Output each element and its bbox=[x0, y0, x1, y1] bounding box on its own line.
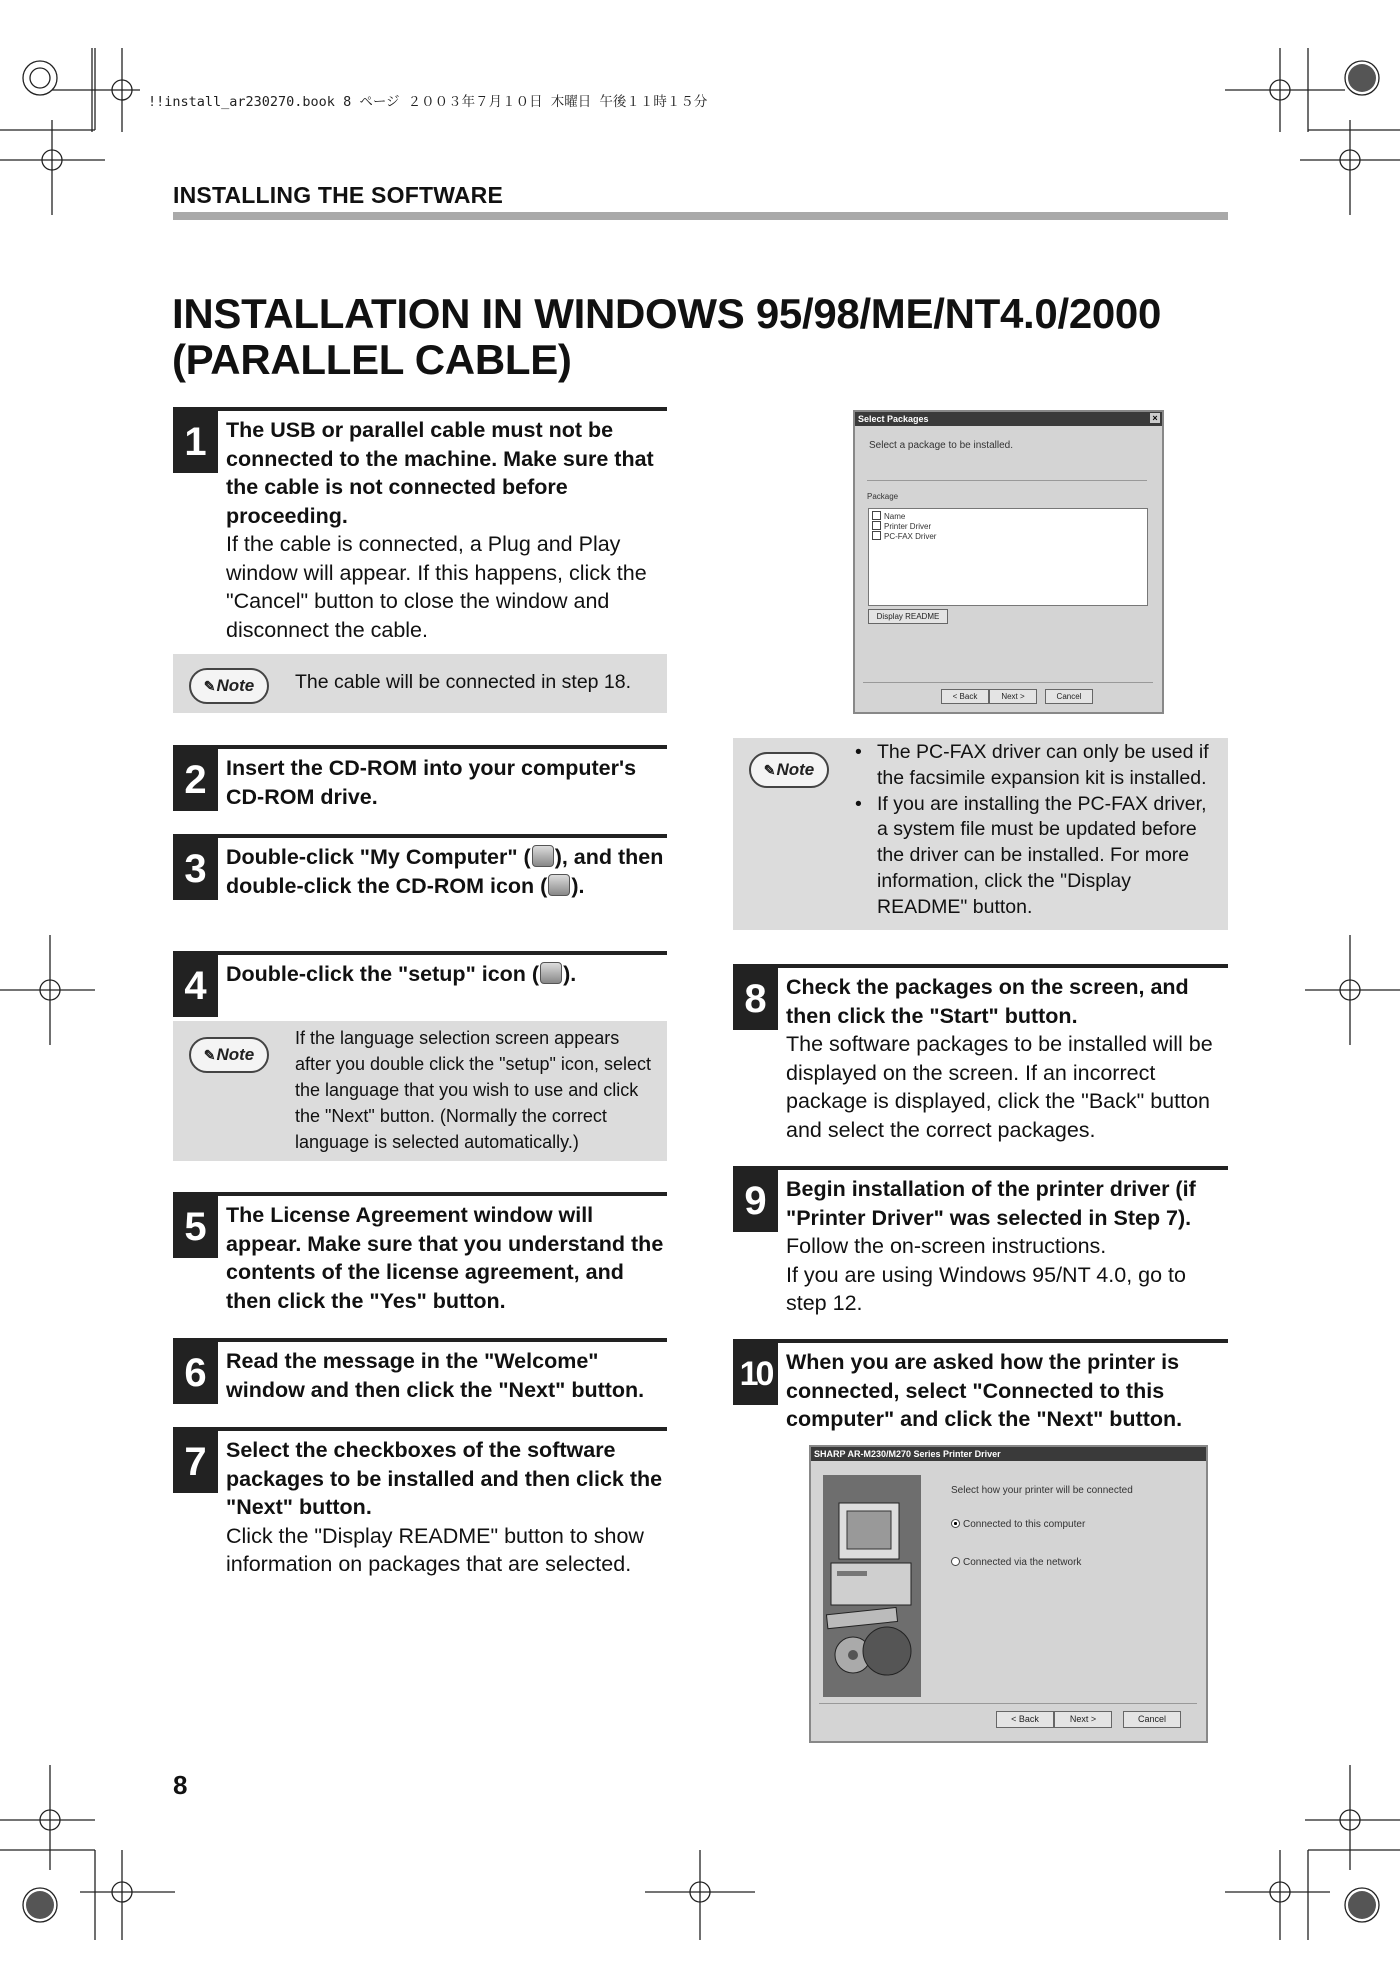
radio[interactable] bbox=[951, 1557, 960, 1566]
radio-selected[interactable] bbox=[951, 1519, 960, 1528]
option-connected-via-network[interactable]: Connected via the network bbox=[951, 1557, 1081, 1568]
step-4 bbox=[173, 951, 667, 1008]
step-number: 3 bbox=[173, 838, 218, 900]
step-7-instruction: Select the checkboxes of the software packages to be installed and then click the "Next" button. bbox=[226, 1438, 663, 1519]
cancel-button[interactable]: Cancel bbox=[1045, 689, 1093, 704]
registration-mark-left bbox=[0, 935, 95, 1045]
note-step-1 bbox=[173, 654, 667, 713]
step-3-instruction: Double-click "My Computer" ( ), and then double-click the CD-ROM icon ( ). bbox=[226, 845, 664, 898]
note-badge: ✎Note bbox=[189, 668, 269, 704]
computer-illustration-graphic bbox=[823, 1475, 921, 1697]
step-8 bbox=[733, 964, 1228, 1144]
setup-icon bbox=[540, 962, 562, 984]
step-number: 8 bbox=[733, 968, 778, 1030]
dialog-title: Select Packages × bbox=[855, 412, 1162, 426]
step-1 bbox=[173, 407, 667, 644]
registration-mark-br bbox=[1225, 1765, 1400, 1940]
step-8-detail: The software packages to be installed will be displayed on the screen. If an incorrect package is displayed, click the "Back" button and select the correct packages. bbox=[786, 1032, 1213, 1142]
print-mark: !!install_ar230270.book 8 ページ ２００３年７月１０日 木曜日 午後１１時１５分 bbox=[148, 94, 708, 110]
section-label: INSTALLING THE SOFTWARE bbox=[173, 182, 503, 208]
select-packages-dialog bbox=[853, 410, 1164, 714]
cancel-button[interactable]: Cancel bbox=[1123, 1711, 1181, 1728]
step-number: 1 bbox=[173, 411, 218, 473]
step-9 bbox=[733, 1166, 1228, 1318]
step-1-instruction: The USB or parallel cable must not be connected to the machine. Make sure that the cable is not connected before proceeding. bbox=[226, 418, 654, 528]
package-printer-driver[interactable]: Printer Driver bbox=[872, 521, 931, 531]
back-button[interactable]: < Back bbox=[996, 1711, 1054, 1728]
step-number: 10 bbox=[733, 1343, 778, 1405]
registration-mark-right bbox=[1305, 935, 1400, 1045]
step-1-detail: If the cable is connected, a Plug and Play window will appear. If this happens, click the "Cancel" button to close the window and disconnect the cable. bbox=[226, 532, 647, 642]
step-9-detail-1: Follow the on-screen instructions. bbox=[786, 1234, 1107, 1258]
step-6-instruction: Read the message in the "Welcome" window and then click the "Next" button. bbox=[226, 1349, 645, 1402]
step-6 bbox=[173, 1338, 667, 1404]
step-number: 9 bbox=[733, 1170, 778, 1232]
dialog-prompt: Select how your printer will be connected bbox=[951, 1485, 1133, 1496]
step-3 bbox=[173, 834, 667, 900]
dialog-prompt: Select a package to be installed. bbox=[869, 440, 1013, 451]
note-badge: ✎Note bbox=[749, 752, 829, 788]
package-list bbox=[868, 508, 1148, 606]
pencil-icon: ✎ bbox=[203, 678, 216, 694]
close-icon[interactable]: × bbox=[1150, 413, 1160, 423]
section-rule bbox=[173, 212, 1228, 220]
pencil-icon: ✎ bbox=[763, 762, 776, 778]
note-badge: ✎Note bbox=[189, 1037, 269, 1073]
step-8-instruction: Check the packages on the screen, and then click the "Start" button. bbox=[786, 975, 1189, 1028]
page-number: 8 bbox=[173, 1770, 188, 1800]
step-2 bbox=[173, 745, 667, 811]
step-7-detail: Click the "Display README" button to show information on packages that are selected. bbox=[226, 1523, 644, 1576]
checkbox[interactable] bbox=[872, 531, 881, 540]
registration-mark-bottom bbox=[645, 1850, 755, 1940]
step-10-instruction: When you are asked how the printer is connected, select "Connected to this computer" and click the "Next" button. bbox=[786, 1350, 1183, 1431]
note-item: • The PC-FAX driver can only be used if the facsimile expansion kit is installed. bbox=[855, 740, 1220, 792]
computer-illustration bbox=[823, 1475, 921, 1697]
note-text: The cable will be connected in step 18. bbox=[295, 671, 632, 693]
step-number: 4 bbox=[173, 955, 218, 1017]
step-2-instruction: Insert the CD-ROM into your computer's CD-ROM drive. bbox=[226, 756, 637, 809]
next-button[interactable]: Next > bbox=[989, 689, 1037, 704]
note-step-7 bbox=[733, 738, 1228, 930]
step-7 bbox=[173, 1427, 667, 1579]
note-item: • If you are installing the PC-FAX driver, a system file must be updated before the driver can be installed. For more information, click the "Display README" button. bbox=[855, 792, 1220, 921]
registration-mark-tl bbox=[0, 48, 140, 215]
back-button[interactable]: < Back bbox=[941, 689, 989, 704]
step-number: 5 bbox=[173, 1196, 218, 1258]
divider bbox=[819, 1703, 1197, 1704]
page-title bbox=[172, 291, 1252, 383]
dialog-title: SHARP AR-M230/M270 Series Printer Driver bbox=[811, 1447, 1206, 1461]
checkbox[interactable] bbox=[872, 521, 881, 530]
divider bbox=[863, 682, 1153, 683]
divider bbox=[867, 480, 1147, 481]
step-9-detail-2: If you are using Windows 95/NT 4.0, go to step 12. bbox=[786, 1262, 1186, 1315]
step-9-instruction: Begin installation of the printer driver (if "Printer Driver" was selected in Step 7). bbox=[786, 1177, 1196, 1230]
note-text: If the language selection screen appears after you double click the "setup" icon, select the language that you wish to use and click the "Next" button. (Normally the correct language is selected automatically.) bbox=[295, 1028, 651, 1152]
next-button[interactable]: Next > bbox=[1054, 1711, 1112, 1728]
step-5 bbox=[173, 1192, 667, 1315]
option-connected-to-computer[interactable]: Connected to this computer bbox=[951, 1519, 1085, 1530]
package-group-label: Package bbox=[867, 492, 899, 501]
registration-mark-bl bbox=[0, 1765, 175, 1940]
page-title-line1: INSTALLATION IN WINDOWS 95/98/ME/NT4.0/2000 bbox=[172, 290, 1162, 337]
package-pcfax-driver[interactable]: PC-FAX Driver bbox=[872, 531, 936, 541]
step-10 bbox=[733, 1339, 1228, 1434]
note-step-4 bbox=[173, 1021, 667, 1161]
step-4-instruction: Double-click the "setup" icon ( ). bbox=[226, 962, 577, 986]
list-header: Name bbox=[872, 511, 905, 521]
cd-rom-icon bbox=[548, 874, 570, 896]
display-readme-button[interactable]: Display README bbox=[868, 609, 948, 624]
step-number: 7 bbox=[173, 1431, 218, 1493]
page-title-line2: (PARALLEL CABLE) bbox=[172, 336, 572, 383]
step-number: 6 bbox=[173, 1342, 218, 1404]
step-5-instruction: The License Agreement window will appear. Make sure that you understand the contents of the license agreement, and then click the "Yes" button. bbox=[226, 1203, 664, 1313]
step-number: 2 bbox=[173, 749, 218, 811]
printer-driver-dialog bbox=[809, 1445, 1208, 1743]
pencil-icon: ✎ bbox=[203, 1047, 216, 1063]
note-list bbox=[855, 740, 1220, 921]
my-computer-icon bbox=[532, 845, 554, 867]
